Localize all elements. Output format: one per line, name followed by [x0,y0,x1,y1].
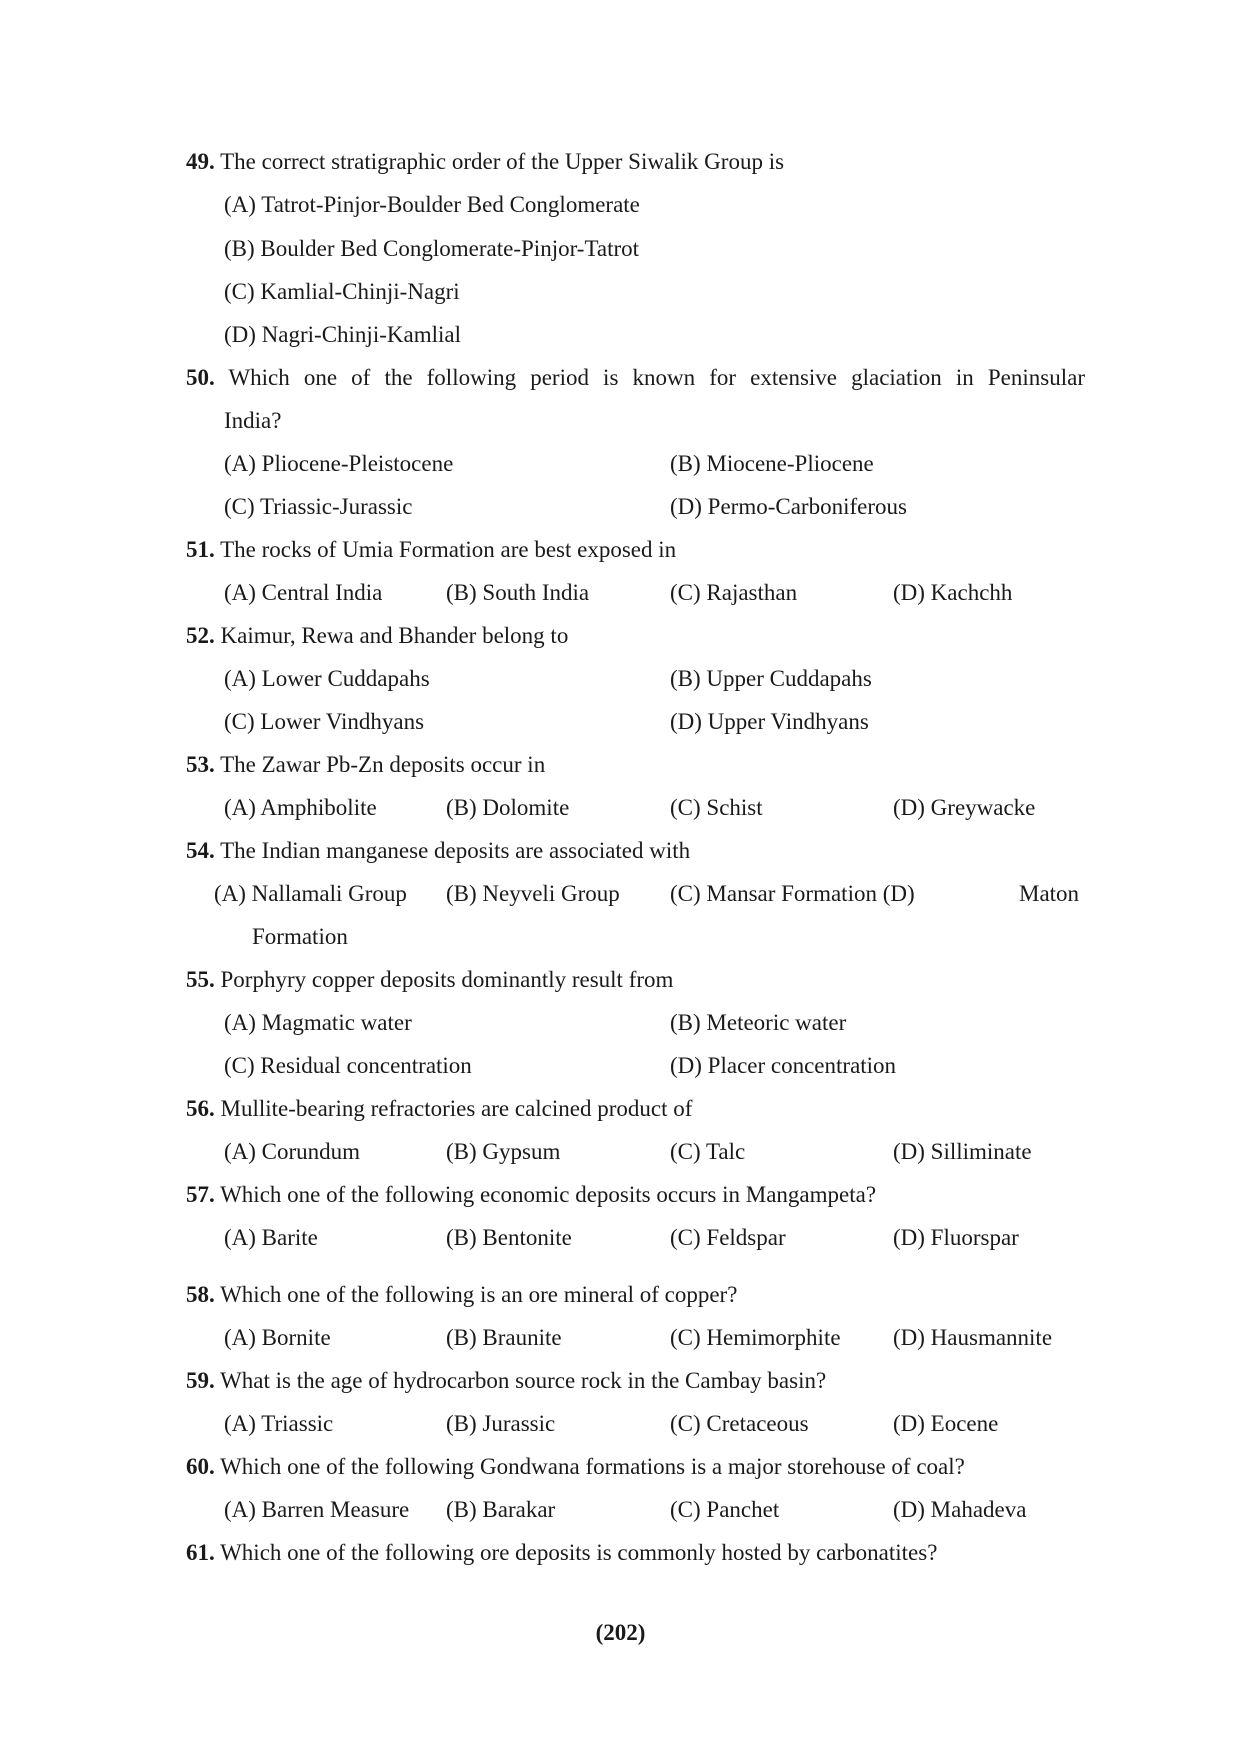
option-c: (C) Hemimorphite [670,1325,841,1350]
option-c: (C) Lower Vindhyans [224,709,425,734]
question-61 [186,1538,937,1568]
question-51 [186,535,676,565]
option-d: (D) Kachchh [893,580,1013,605]
option-b: (B) Gypsum [446,1139,561,1164]
option-c: (C) Kamlial-Chinji-Nagri [224,279,460,304]
question-number: 54. [186,838,215,863]
question-text: Mullite-bearing refractories are calcined product of [220,1096,693,1121]
question-text: Which one of the following is an ore mineral of copper? [220,1282,738,1307]
option-d: (D) Placer concentration [670,1053,897,1078]
option-b: (B) South India [446,580,590,605]
option-b: (B) Barakar [446,1497,556,1522]
question-53 [186,750,545,780]
option-b: (B) Braunite [446,1325,562,1350]
option-d: (D) Fluorspar [893,1225,1019,1250]
option-b: (B) Boulder Bed Conglomerate-Pinjor-Tatrot [224,236,640,261]
question-number: 53. [186,752,215,777]
question-number: 59. [186,1368,215,1393]
question-text: Kaimur, Rewa and Bhander belong to [220,623,569,648]
option-c: (C) Schist [670,795,763,820]
question-number: 49. [186,149,215,174]
question-number: 51. [186,537,215,562]
question-57 [186,1180,876,1210]
question-text: The rocks of Umia Formation are best exposed in [220,537,677,562]
question-text: Which one of the following economic deposits occurs in Mangampeta? [220,1182,877,1207]
option-d: (D) Hausmannite [893,1325,1053,1350]
option-b: (B) Dolomite [446,795,570,820]
question-number: 60. [186,1454,215,1479]
question-55 [186,965,673,995]
option-d: (D) Upper Vindhyans [670,709,869,734]
question-59 [186,1366,826,1396]
option-a: (A) Tatrot-Pinjor-Boulder Bed Conglomerate [224,192,640,217]
option-b: (B) Miocene-Pliocene [670,451,874,476]
option-b: (B) Neyveli Group [446,881,620,906]
question-49 [186,147,784,177]
question-text: The Indian manganese deposits are associated with [220,838,691,863]
option-b: (B) Jurassic [446,1411,556,1436]
question-54 [186,836,690,866]
question-number: 58. [186,1282,215,1307]
option-a: (A) Amphibolite [224,795,377,820]
question-text: What is the age of hydrocarbon source rock in the Cambay basin? [220,1368,827,1393]
question-56 [186,1094,692,1124]
option-c: (C) Triassic-Jurassic [224,494,413,519]
option-c: (C) Feldspar [670,1225,786,1250]
question-text: Porphyry copper deposits dominantly result from [220,967,674,992]
question-number: 57. [186,1182,215,1207]
option-b: (B) Upper Cuddapahs [670,666,872,691]
option-a: (A) Pliocene-Pleistocene [224,451,454,476]
question-text: Which one of the following Gondwana formations is a major storehouse of coal? [220,1454,965,1479]
question-number: 50. [186,365,215,390]
question-number: 55. [186,967,215,992]
question-50 [186,363,1085,393]
question-52 [186,621,568,651]
option-c: (C) Residual concentration [224,1053,472,1078]
option-d-text-continued: Formation [252,924,348,949]
question-text: Which one of the following period is known for extensive glaciation in Peninsular [228,365,1085,390]
option-d-text: Maton [1019,881,1080,906]
question-text-continued: India? [224,408,282,433]
option-a: (A) Corundum [224,1139,361,1164]
option-d: (D) Silliminate [893,1139,1032,1164]
option-d: (D) Eocene [893,1411,999,1436]
question-number: 61. [186,1540,215,1565]
option-c: (C) Talc [670,1139,746,1164]
option-a: (A) Triassic [224,1411,334,1436]
option-a: (A) Lower Cuddapahs [224,666,430,691]
option-c: (C) Rajasthan [670,580,798,605]
question-number: 56. [186,1096,215,1121]
option-d: (D) Permo-Carboniferous [670,494,907,519]
option-a: (A) Central India [224,580,383,605]
option-d: (D) Nagri-Chinji-Kamlial [224,322,461,347]
option-c: (C) Mansar Formation (D) [670,881,915,906]
question-58 [186,1280,737,1310]
question-number: 52. [186,623,215,648]
question-text: The correct stratigraphic order of the Upper Siwalik Group is [220,149,785,174]
page-number: (202) [595,1620,646,1645]
option-c: (C) Panchet [670,1497,780,1522]
option-d: (D) Greywacke [893,795,1036,820]
option-b: (B) Meteoric water [670,1010,847,1035]
question-60 [186,1452,965,1482]
option-c: (C) Cretaceous [670,1411,809,1436]
option-a: (A) Barren Measure [224,1497,410,1522]
question-text: The Zawar Pb-Zn deposits occur in [220,752,546,777]
option-d: (D) Mahadeva [893,1497,1027,1522]
option-a: (A) Bornite [224,1325,331,1350]
option-a: (A) Magmatic water [224,1010,412,1035]
option-b: (B) Bentonite [446,1225,572,1250]
option-a: (A) Nallamali Group [214,881,407,906]
question-text: Which one of the following ore deposits is commonly hosted by carbonatites? [220,1540,938,1565]
option-a: (A) Barite [224,1225,318,1250]
